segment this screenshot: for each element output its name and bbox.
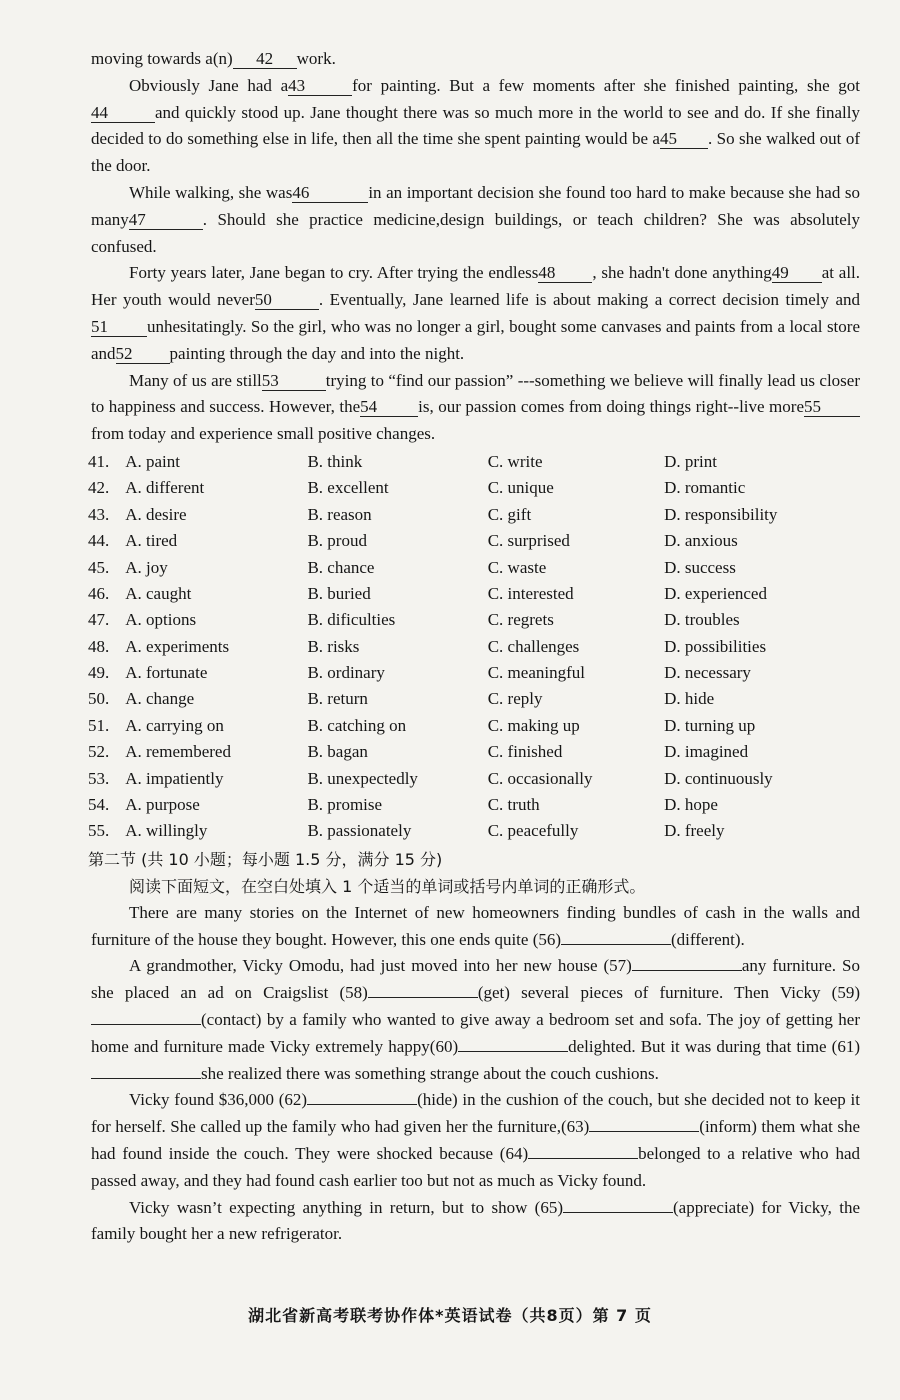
blank-65 — [563, 1212, 673, 1213]
blank-63 — [589, 1131, 699, 1132]
option-b: B. reason — [307, 504, 372, 524]
blank-64 — [528, 1158, 638, 1159]
text-segment: at all. Her youth would never — [91, 263, 861, 310]
question-number: 41. — [88, 451, 110, 471]
option-a: A. options — [125, 610, 197, 630]
text-segment: any furniture. So she placed an ad on Craigslist (58) — [91, 956, 860, 1003]
text-segment: While walking, she was — [129, 182, 293, 202]
blank-60 — [458, 1051, 568, 1052]
option-row — [88, 660, 860, 686]
option-c: C. write — [487, 451, 543, 471]
option-d: D. success — [664, 557, 736, 577]
option-row — [88, 739, 860, 765]
text-segment: . So she walked out of the door. — [91, 129, 860, 176]
text-segment: A grandmother, Vicky Omodu, had just moved into her new house (57) — [129, 956, 632, 976]
option-b: B. ordinary — [307, 663, 385, 683]
option-b: B. promise — [307, 795, 383, 815]
question-number: 45. — [88, 557, 110, 577]
question-number: 43. — [88, 504, 110, 524]
option-row — [88, 634, 860, 660]
option-c: C. meaningful — [487, 663, 585, 683]
option-row — [88, 475, 860, 501]
blank-57 — [632, 970, 742, 971]
text-segment: (appreciate) for Vicky, the family bought her a new refrigerator. — [91, 1197, 860, 1244]
page-footer: 湖北省新高考联考协作体*英语试卷（共8页）第 7 页 — [248, 1306, 652, 1325]
text-segment: There are many stories on the Internet of new homeowners finding bundles of cash in the walls and furniture of the house they bought. However, this one ends quite (56) — [91, 902, 860, 949]
option-d: D. anxious — [664, 531, 738, 551]
text-segment: (contact) by a family who wanted to give away a bedroom set and sofa. The joy of getting her home and furniture made Vicky extremely happy(60) — [91, 1010, 860, 1056]
blank-42: 42 — [233, 49, 297, 69]
section-instruction: 阅读下面短文，在空白处填入 1 个适当的单词或括号内单词的正确形式。 — [129, 876, 646, 896]
option-d: D. freely — [664, 821, 725, 841]
option-a: A. fortunate — [125, 663, 208, 683]
option-a: A. impatiently — [125, 768, 224, 788]
blank-52: 52 — [116, 344, 170, 364]
blank-54: 54 — [360, 397, 418, 417]
option-row — [88, 555, 860, 581]
text-segment: , she hadn't done anything — [592, 263, 772, 283]
option-d: D. experienced — [664, 583, 767, 603]
text-segment: in an important decision she found too hard to make because she had so many — [91, 182, 860, 229]
text-segment: Vicky found $36,000 (62) — [129, 1090, 308, 1110]
option-a: A. willingly — [125, 821, 208, 841]
option-c: C. making up — [487, 715, 580, 735]
option-row — [88, 528, 860, 554]
text-segment: Many of us are still — [129, 370, 262, 390]
blank-45: 45 — [660, 129, 708, 149]
blank-44: 44 — [91, 103, 155, 123]
text-segment: painting through the day and into the night. — [169, 343, 465, 363]
text-segment: trying to “find our passion” ---something we believe will finally lead us closer to happiness and success. However, the — [91, 370, 860, 417]
paragraph-7 — [91, 1087, 860, 1194]
question-number: 55. — [88, 821, 110, 841]
option-d: D. print — [664, 451, 717, 471]
option-d: D. romantic — [664, 478, 746, 498]
text-segment: (get) several pieces of furniture. Then Vicky (59) — [477, 983, 860, 1003]
text-segment: Vicky wasn’t expecting anything in return, but to show (65) — [129, 1197, 563, 1217]
text-segment: work. — [296, 49, 336, 68]
text-segment: (different). — [671, 929, 745, 949]
text-segment: . Eventually, Jane learned life is about making a correct decision timely and — [318, 290, 860, 310]
option-c: C. surprised — [487, 531, 570, 551]
text-segment: (hide) in the cushion of the couch, but she decided not to keep it for herself. She called up the family who had given her the furniture,(63) — [91, 1090, 860, 1137]
question-number: 42. — [88, 478, 110, 498]
option-d: D. hope — [664, 795, 718, 815]
option-a: A. purpose — [125, 795, 200, 815]
option-d: D. possibilities — [664, 636, 767, 656]
blank-58 — [368, 997, 478, 998]
question-number: 52. — [88, 742, 110, 762]
blank-49: 49 — [772, 263, 822, 283]
option-c: C. waste — [487, 557, 547, 577]
option-b: B. bagan — [307, 742, 368, 762]
blank-46: 46 — [292, 183, 368, 203]
question-number: 46. — [88, 583, 110, 603]
blank-48: 48 — [538, 263, 592, 283]
paragraph-5 — [91, 900, 860, 954]
blank-62 — [307, 1104, 417, 1105]
text-segment: moving towards a(n) — [91, 49, 233, 68]
option-row — [88, 607, 860, 633]
blank-53: 53 — [262, 371, 326, 391]
blank-47: 47 — [129, 210, 203, 230]
text-segment: is, our passion comes from doing things right--live more — [418, 397, 804, 417]
section-heading: 第二节 (共 10 小题；每小题 1.5 分，满分 15 分) — [88, 849, 443, 869]
options-table — [88, 449, 860, 845]
option-row — [88, 449, 860, 475]
option-row — [88, 766, 860, 792]
question-number: 49. — [88, 663, 110, 683]
blank-59 — [91, 1024, 201, 1025]
option-c: C. gift — [487, 504, 532, 524]
option-c: C. truth — [487, 795, 540, 815]
option-a: A. joy — [125, 557, 168, 577]
option-c: C. challenges — [487, 636, 580, 656]
question-number: 51. — [88, 715, 110, 735]
option-row — [88, 581, 860, 607]
option-b: B. excellent — [307, 478, 389, 498]
option-b: B. chance — [307, 557, 375, 577]
question-number: 50. — [88, 689, 110, 709]
option-b: B. risks — [307, 636, 360, 656]
question-number: 48. — [88, 636, 110, 656]
option-d: D. responsibility — [664, 504, 778, 524]
option-a: A. caught — [125, 583, 192, 603]
option-a: A. remembered — [125, 742, 231, 762]
option-a: A. tired — [125, 531, 178, 551]
option-b: B. catching on — [307, 715, 407, 735]
question-number: 53. — [88, 768, 110, 788]
paragraph-4 — [91, 368, 860, 448]
paragraph-6 — [91, 953, 860, 1087]
option-c: C. unique — [487, 478, 554, 498]
paragraph-3 — [91, 260, 860, 367]
passage-line-continued — [91, 46, 860, 73]
option-a: A. paint — [125, 451, 181, 471]
option-a: A. experiments — [125, 636, 230, 656]
option-b: B. passionately — [307, 821, 412, 841]
option-c: C. reply — [487, 689, 543, 709]
blank-43: 43 — [288, 76, 352, 96]
option-a: A. change — [125, 689, 195, 709]
option-b: B. proud — [307, 531, 367, 551]
option-b: B. dificulties — [307, 610, 396, 630]
option-d: D. troubles — [664, 610, 740, 630]
option-b: B. unexpectedly — [307, 768, 418, 788]
option-d: D. necessary — [664, 663, 751, 683]
option-c: C. interested — [487, 583, 574, 603]
text-segment: delighted. But it was during that time (61) — [568, 1036, 861, 1056]
option-row — [88, 686, 860, 712]
question-number: 47. — [88, 610, 110, 630]
text-segment: for painting. But a few moments after she finished painting, she got — [352, 75, 861, 95]
option-d: D. continuously — [664, 768, 773, 788]
option-c: C. regrets — [487, 610, 554, 630]
text-segment: unhesitatingly. So the girl, who was no longer a girl, bought some canvases and paints from a local store and — [91, 316, 860, 363]
option-row — [88, 818, 860, 844]
paragraph-1 — [91, 73, 860, 180]
option-d: D. imagined — [664, 742, 749, 762]
option-b: B. think — [307, 451, 363, 471]
text-segment: Obviously Jane had a — [129, 75, 289, 95]
option-c: C. peacefully — [487, 821, 579, 841]
option-a: A. carrying on — [125, 715, 224, 735]
option-a: A. different — [125, 478, 205, 498]
text-segment: she realized there was something strange about the couch cushions. — [201, 1063, 659, 1083]
question-number: 44. — [88, 531, 110, 551]
option-row — [88, 502, 860, 528]
option-a: A. desire — [125, 504, 187, 524]
option-c: C. finished — [487, 742, 563, 762]
option-b: B. buried — [307, 583, 371, 603]
text-segment: from today and experience small positive changes. — [91, 424, 436, 444]
option-c: C. occasionally — [487, 768, 593, 788]
option-d: D. hide — [664, 689, 715, 709]
blank-56 — [561, 944, 671, 945]
text-segment: Forty years later, Jane began to cry. After trying the endless — [129, 263, 539, 283]
paragraph-2 — [91, 180, 860, 260]
question-number: 54. — [88, 795, 110, 815]
text-segment: . Should she practice medicine,design buildings, or teach children? She was absolutely confused. — [91, 209, 860, 256]
option-d: D. turning up — [664, 715, 756, 735]
blank-55: 55 — [804, 397, 860, 417]
option-b: B. return — [307, 689, 368, 709]
blank-61 — [91, 1078, 201, 1079]
text-segment: belonged to a relative who had passed away, and they had found cash earlier too but not as much as Vicky found. — [91, 1143, 861, 1190]
text-segment: (inform) them what she had found inside the couch. They were shocked because (64) — [91, 1117, 860, 1163]
blank-51: 51 — [91, 317, 147, 337]
option-row — [88, 713, 860, 739]
option-row — [88, 792, 860, 818]
paragraph-8 — [91, 1195, 860, 1249]
text-segment: and quickly stood up. Jane thought there was so much more in the world to see and do. If she finally decided to do something else in life, then all the time she spent painting would be a — [91, 102, 860, 149]
blank-50: 50 — [255, 290, 319, 310]
